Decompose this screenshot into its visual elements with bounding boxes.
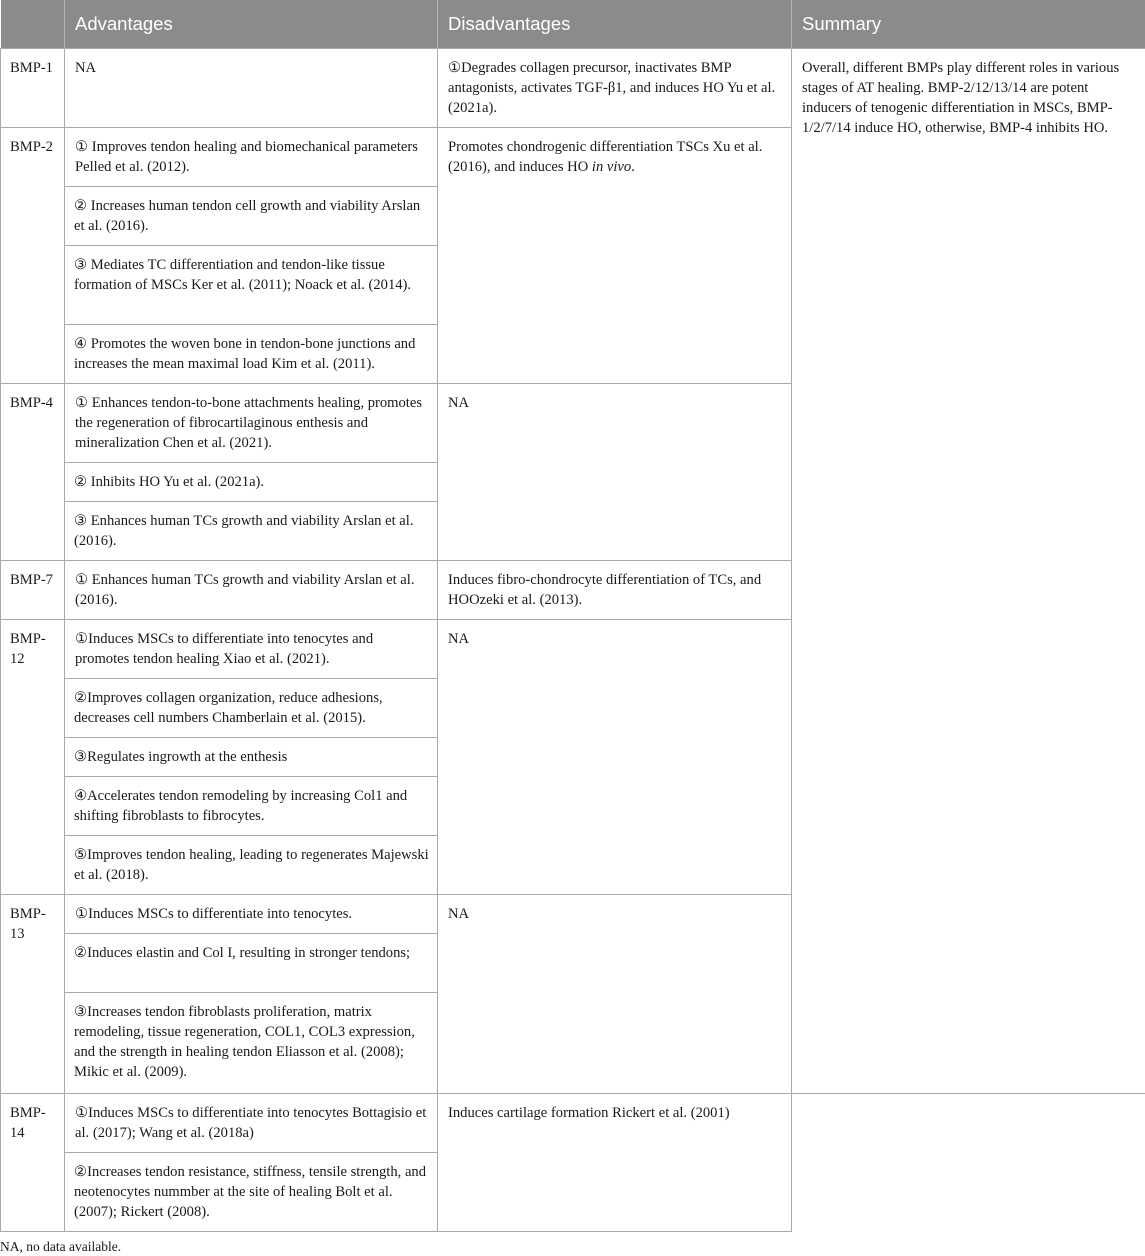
disadvantage-cell: NA [438, 895, 792, 1094]
disadvantage-cell [438, 128, 792, 384]
table-footnote: NA, no data available. [0, 1239, 122, 1254]
table-row [1, 49, 1145, 128]
header-disadvantages: Disadvantages [438, 0, 792, 49]
disadvantage-cell: NA [438, 384, 792, 561]
advantage-cell: NA [65, 49, 438, 128]
disadvantage-italic: in vivo [591, 159, 632, 175]
advantage-cell: ①Induces MSCs to differentiate into tenocytes Bottagisio et al. (2017); Wang et al. (2018a) [65, 1094, 438, 1153]
bmp-name: BMP-4 [1, 384, 65, 561]
advantage-cell: ③ Mediates TC differentiation and tendon-like tissue formation of MSCs Ker et al. (2011); Noack et al. (2014). [65, 246, 438, 325]
bmp-name: BMP-1 [1, 49, 65, 128]
advantage-cell: ④ Promotes the woven bone in tendon-bone junctions and increases the mean maximal load Kim et al. (2011). [65, 325, 438, 384]
disadvantage-end: . [631, 159, 635, 175]
disadvantage-cell: Induces fibro-chondrocyte differentiation of TCs, and HOOzeki et al. (2013). [438, 561, 792, 620]
advantage-cell: ① Improves tendon healing and biomechanical parameters Pelled et al. (2012). [65, 128, 438, 187]
advantage-cell: ③ Enhances human TCs growth and viability Arslan et al. (2016). [65, 502, 438, 561]
advantage-cell: ① Enhances tendon-to-bone attachments healing, promotes the regeneration of fibrocartilaginous enthesis and mineralization Chen et al. (2021). [65, 384, 438, 463]
header-blank [1, 0, 65, 49]
advantage-cell: ② Increases human tendon cell growth and viability Arslan et al. (2016). [65, 187, 438, 246]
advantage-cell: ②Improves collagen organization, reduce adhesions, decreases cell numbers Chamberlain et al. (2015). [65, 679, 438, 738]
bmp-name: BMP-2 [1, 128, 65, 384]
bmp-name: BMP-7 [1, 561, 65, 620]
advantage-cell: ①Induces MSCs to differentiate into tenocytes and promotes tendon healing Xiao et al. (2021). [65, 620, 438, 679]
header-summary: Summary [792, 0, 1145, 49]
advantage-cell: ④Accelerates tendon remodeling by increasing Col1 and shifting fibroblasts to fibrocytes. [65, 777, 438, 836]
bmp-name: BMP-14 [1, 1094, 65, 1232]
disadvantage-cell: Induces cartilage formation Rickert et al. (2001) [438, 1094, 792, 1232]
bmp-name: BMP-13 [1, 895, 65, 1094]
table-row [1, 1094, 1145, 1153]
summary-cell: Overall, different BMPs play different roles in various stages of AT healing. BMP-2/12/13/14 are potent inducers of tenogenic differentiation in MSCs, BMP-1/2/7/14 induce HO, otherwise, BMP-4 inhibits HO. [792, 49, 1145, 1094]
header-advantages: Advantages [65, 0, 438, 49]
advantage-cell: ⑤Improves tendon healing, leading to regenerates Majewski et al. (2018). [65, 836, 438, 895]
advantage-cell: ③Increases tendon fibroblasts proliferation, matrix remodeling, tissue regeneration, COL1, COL3 expression, and the strength in healing tendon Eliasson et al. (2008); Mikic et al. (2009). [65, 993, 438, 1094]
header-row [1, 0, 1145, 49]
advantage-cell: ③Regulates ingrowth at the enthesis [65, 738, 438, 777]
disadvantage-cell: NA [438, 620, 792, 895]
advantage-cell: ②Increases tendon resistance, stiffness, tensile strength, and neotenocytes nummber at the site of healing Bolt et al. (2007); Rickert (2008). [65, 1153, 438, 1232]
advantage-cell: ②Induces elastin and Col I, resulting in stronger tendons; [65, 934, 438, 993]
disadvantage-text: Promotes chondrogenic differentiation TSCs Xu et al. (2016), and induces HO [448, 139, 763, 175]
bmp-name: BMP-12 [1, 620, 65, 895]
advantage-cell: ① Enhances human TCs growth and viability Arslan et al. (2016). [65, 561, 438, 620]
disadvantage-cell: ①Degrades collagen precursor, inactivates BMP antagonists, activates TGF-β1, and induces HO Yu et al. (2021a). [438, 49, 792, 128]
advantage-cell: ①Induces MSCs to differentiate into tenocytes. [65, 895, 438, 934]
advantage-cell: ② Inhibits HO Yu et al. (2021a). [65, 463, 438, 502]
